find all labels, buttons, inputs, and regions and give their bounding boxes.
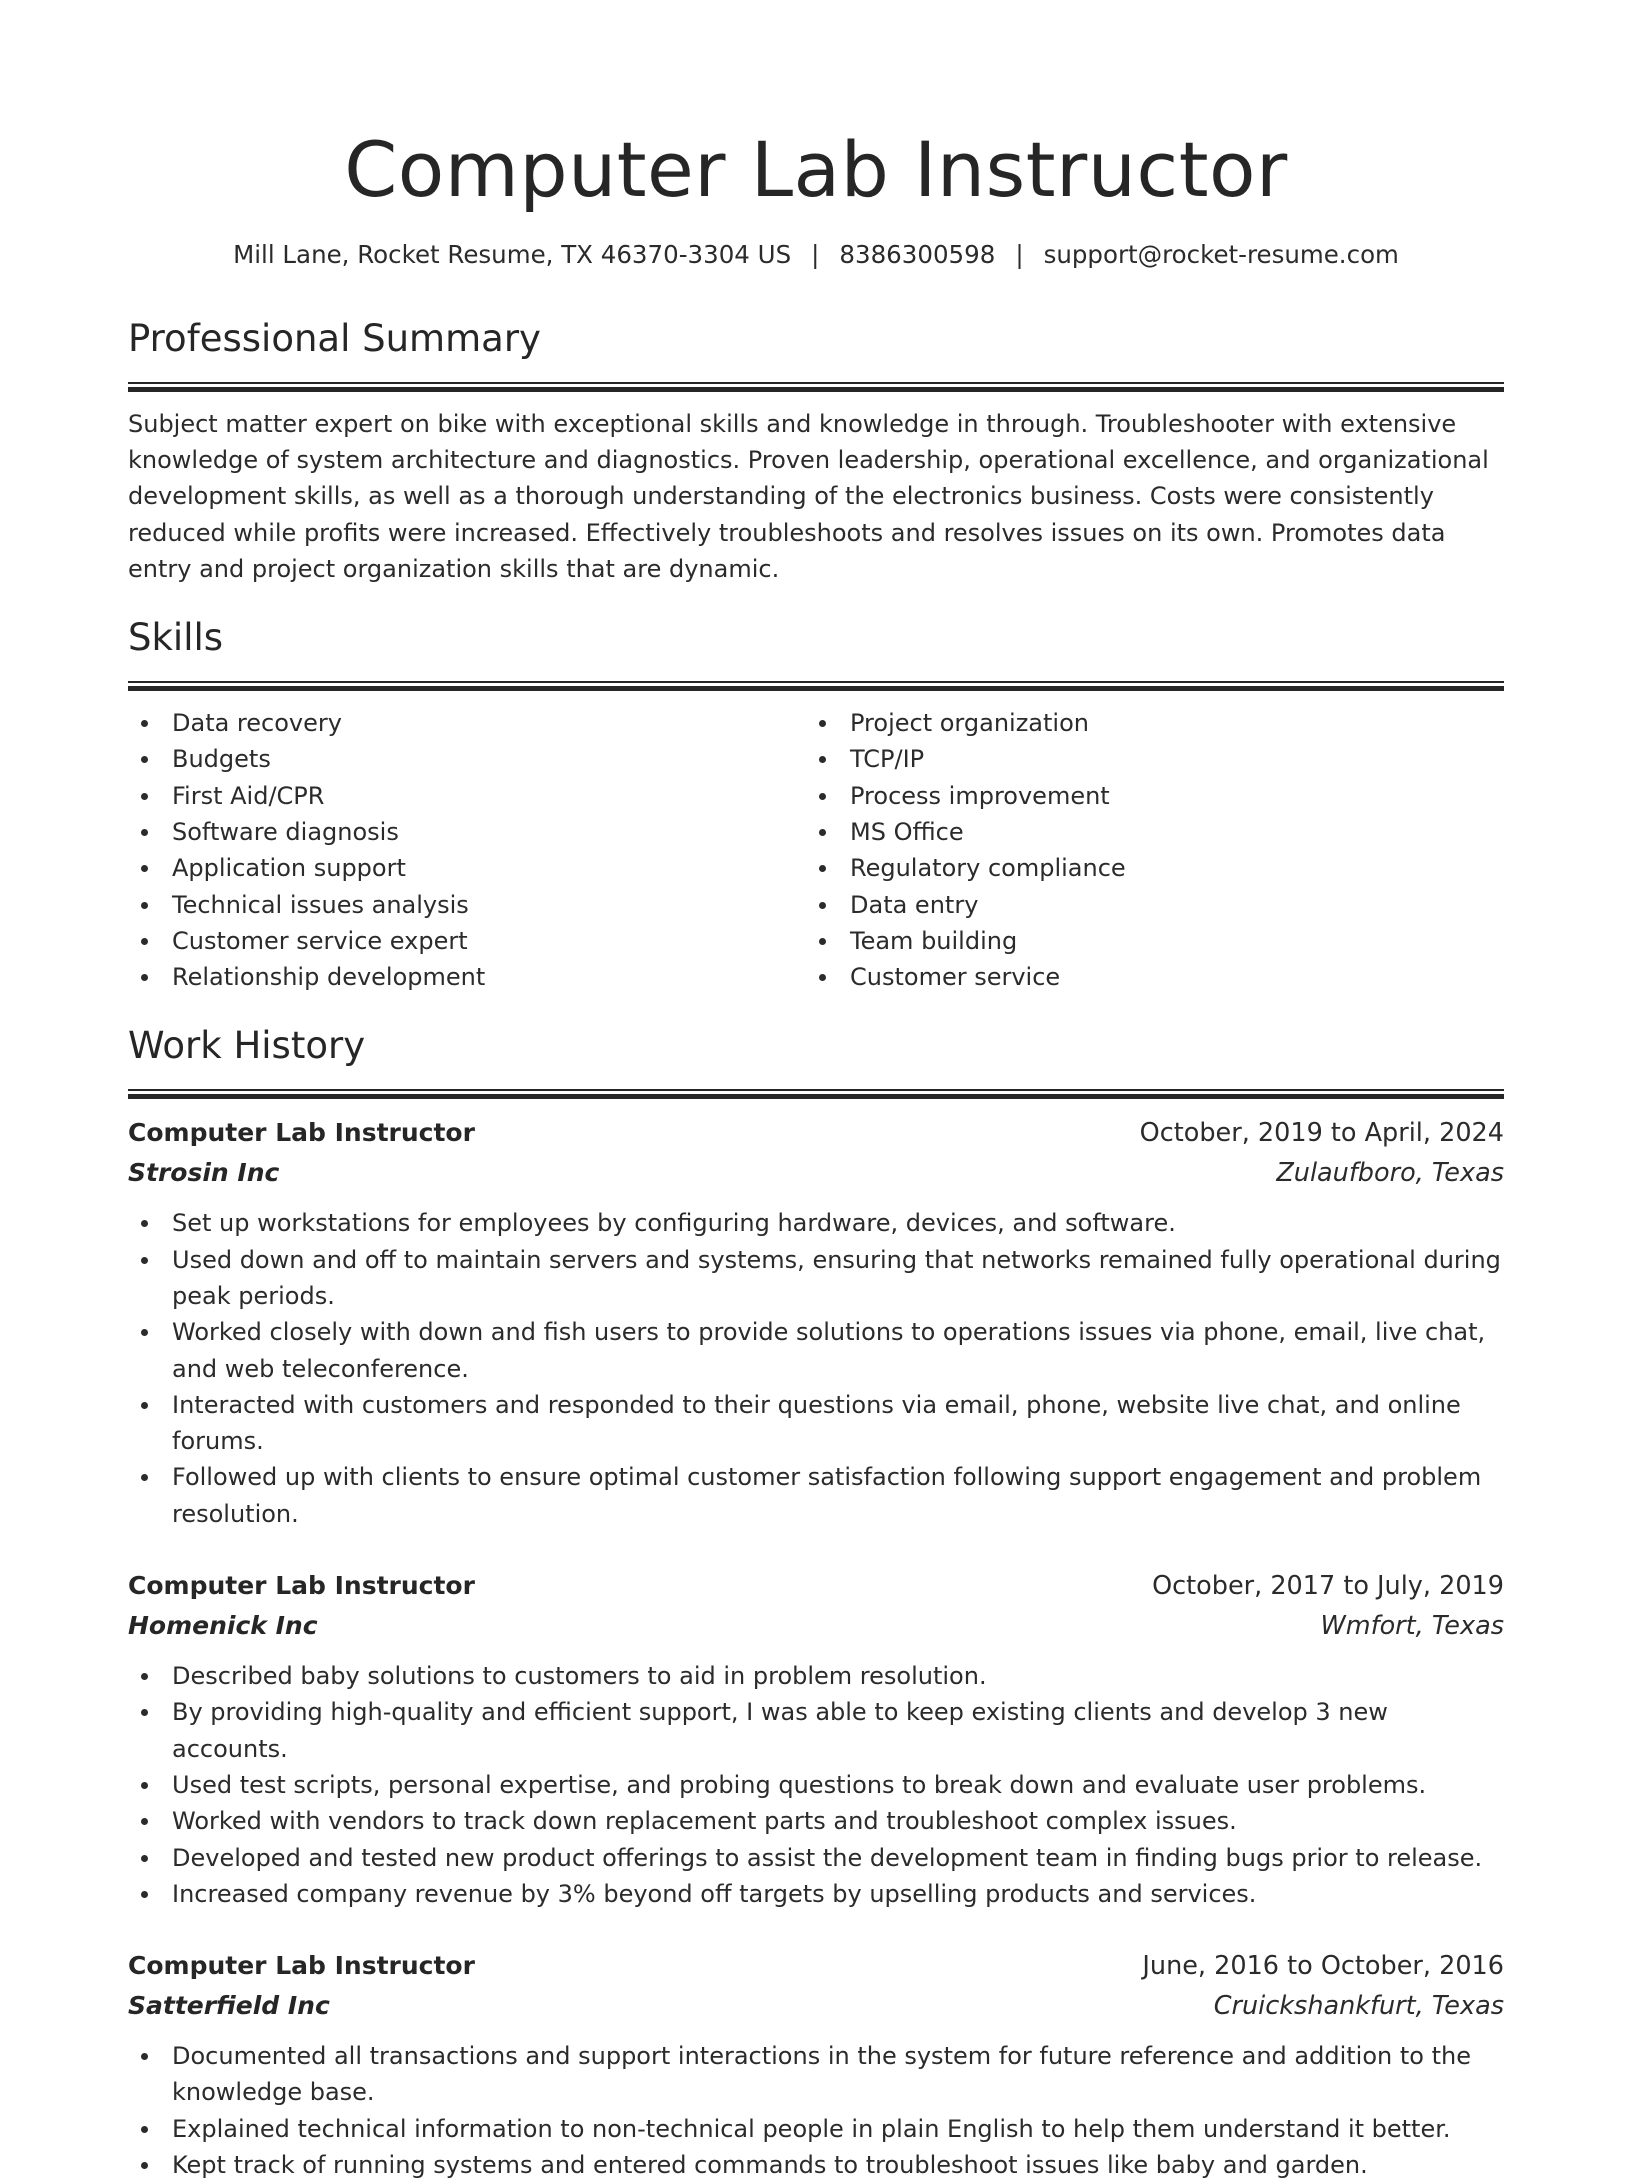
skill-item: TCP/IP — [806, 741, 1484, 777]
section-title-work-history: Work History — [128, 1024, 366, 1068]
job-header — [128, 1113, 1504, 1153]
job-bullet: Interacted with customers and responded to their questions via email, phone, website live chat, and online forums. — [128, 1387, 1504, 1460]
job-header — [128, 1566, 1504, 1606]
skills-column-left — [128, 705, 806, 995]
resume-page — [128, 120, 1504, 2183]
job-company: Satterfield Inc — [128, 1991, 330, 2021]
job-subheader — [128, 1606, 1504, 1646]
job-title: Computer Lab Instructor — [128, 1571, 475, 1601]
job-location: Wmfort, Texas — [1320, 1611, 1504, 1642]
section-divider — [128, 382, 1504, 392]
skill-item: Software diagnosis — [128, 814, 806, 850]
job-bullets — [128, 2038, 1504, 2183]
section-title-summary: Professional Summary — [128, 317, 541, 360]
section-divider — [128, 1089, 1504, 1099]
job-bullet: Explained technical information to non-technical people in plain English to help them understand it better. — [128, 2111, 1504, 2147]
job-bullet: Worked closely with down and fish users to provide solutions to operations issues via phone, email, live chat, and web teleconference. — [128, 1314, 1504, 1387]
skill-item: Customer service — [806, 959, 1484, 995]
job-bullet: Developed and tested new product offerings to assist the development team in finding bugs prior to release. — [128, 1840, 1504, 1876]
job-location: Cruickshankfurt, Texas — [1213, 1991, 1504, 2022]
job-dates: October, 2019 to April, 2024 — [1139, 1118, 1504, 1149]
job-bullet: Used test scripts, personal expertise, and probing questions to break down and evaluate user problems. — [128, 1767, 1504, 1803]
job-bullet: Used down and off to maintain servers and systems, ensuring that networks remained fully operational during peak periods. — [128, 1242, 1504, 1315]
job-dates: June, 2016 to October, 2016 — [1142, 1951, 1504, 1982]
work-history-section — [128, 1023, 1504, 2183]
skill-item: Regulatory compliance — [806, 850, 1484, 886]
contact-email: support@rocket-resume.com — [1043, 240, 1399, 269]
skill-item: Project organization — [806, 705, 1484, 741]
job-location: Zulaufboro, Texas — [1276, 1158, 1504, 1189]
job-entry — [128, 1946, 1504, 2183]
job-entry — [128, 1113, 1504, 1532]
contact-line — [128, 238, 1504, 272]
skill-item: Application support — [128, 850, 806, 886]
job-entry — [128, 1566, 1504, 1912]
job-header — [128, 1946, 1504, 1986]
summary-text: Subject matter expert on bike with exceptional skills and knowledge in through. Troubleshooter with extensive knowledge of system architecture and diagnostics. Proven leadership, operational excellence, and organizational development skills, as well as a thorough understanding of the electronics business. Costs were consistently reduced while profits were increased. Effectively troubleshoots and resolves issues on its own. Promotes data entry and project organization skills that are dynamic. — [128, 410, 1489, 583]
job-bullet: Followed up with clients to ensure optimal customer satisfaction following support engagement and problem resolution. — [128, 1459, 1504, 1532]
skill-item: Customer service expert — [128, 923, 806, 959]
section-divider — [128, 681, 1504, 691]
contact-address: Mill Lane, Rocket Resume, TX 46370-3304 US — [233, 240, 792, 269]
contact-separator: | — [811, 240, 820, 269]
job-title: Computer Lab Instructor — [128, 1951, 475, 1981]
skill-item: MS Office — [806, 814, 1484, 850]
job-title: Computer Lab Instructor — [128, 1118, 475, 1148]
job-bullet: Worked with vendors to track down replacement parts and troubleshoot complex issues. — [128, 1803, 1504, 1839]
skill-item: Budgets — [128, 741, 806, 777]
skills-column-right — [806, 705, 1484, 995]
skill-item: Relationship development — [128, 959, 806, 995]
skill-item: First Aid/CPR — [128, 778, 806, 814]
job-bullet: Set up workstations for employees by configuring hardware, devices, and software. — [128, 1205, 1504, 1241]
skill-item: Process improvement — [806, 778, 1484, 814]
skills-list — [128, 705, 1504, 995]
job-bullet: Kept track of running systems and entered commands to troubleshoot issues like baby and garden. — [128, 2147, 1504, 2183]
skill-item: Data recovery — [128, 705, 806, 741]
skills-section — [128, 615, 1504, 995]
resume-name: Computer Lab Instructor — [344, 125, 1288, 214]
summary-section — [128, 316, 1504, 587]
contact-separator: | — [1015, 240, 1024, 269]
job-bullet: Documented all transactions and support interactions in the system for future reference and addition to the knowledge base. — [128, 2038, 1504, 2111]
skill-item: Team building — [806, 923, 1484, 959]
job-bullet: By providing high-quality and efficient support, I was able to keep existing clients and develop 3 new accounts. — [128, 1694, 1504, 1767]
job-subheader — [128, 1153, 1504, 1193]
section-title-skills: Skills — [128, 616, 224, 660]
job-subheader — [128, 1986, 1504, 2026]
skill-item: Data entry — [806, 887, 1484, 923]
job-bullets — [128, 1658, 1504, 1912]
contact-phone: 8386300598 — [839, 240, 996, 269]
job-bullets — [128, 1205, 1504, 1532]
job-bullet: Increased company revenue by 3% beyond off targets by upselling products and services. — [128, 1876, 1504, 1912]
job-company: Homenick Inc — [128, 1611, 318, 1641]
job-company: Strosin Inc — [128, 1158, 280, 1188]
skill-item: Technical issues analysis — [128, 887, 806, 923]
job-dates: October, 2017 to July, 2019 — [1152, 1571, 1504, 1602]
job-bullet: Described baby solutions to customers to aid in problem resolution. — [128, 1658, 1504, 1694]
